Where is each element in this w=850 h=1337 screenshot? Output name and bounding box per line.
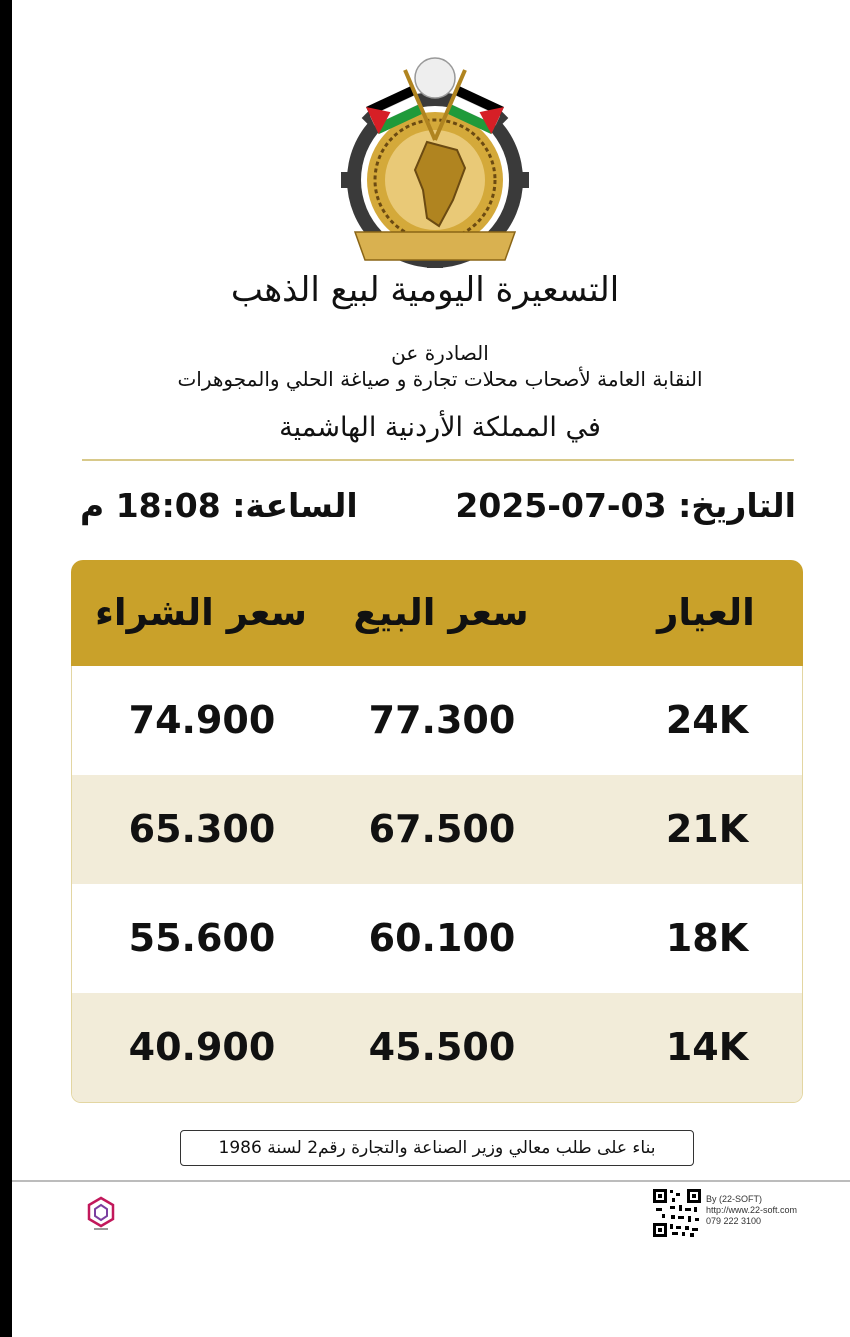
credit-url[interactable]: http://www.22-soft.com: [706, 1205, 798, 1215]
buy-price-cell: 65.300: [128, 807, 276, 851]
table-body: [71, 666, 803, 1103]
header-divider: [82, 459, 794, 461]
buy-price-cell: 40.900: [128, 1025, 276, 1069]
header-sell-price: سعر البيع: [353, 591, 529, 634]
buy-price-cell: 55.600: [128, 916, 276, 960]
date-display: [455, 486, 796, 525]
left-edge-bar: [0, 0, 12, 1337]
credit-phone: 079 222 3100: [706, 1216, 762, 1226]
sell-price-cell: 45.500: [368, 1025, 516, 1069]
sell-price-cell: 77.300: [368, 698, 516, 742]
22soft-logo-icon: [86, 1196, 116, 1232]
syndicate-emblem: [335, 50, 535, 270]
karat-cell: 21K: [665, 807, 749, 851]
issuer-name: النقابة العامة لأصحاب محلات تجارة و صياغة الحلي والمجوهرات: [177, 367, 703, 391]
country-line: في المملكة الأردنية الهاشمية: [279, 412, 601, 443]
header-karat: العيار: [657, 591, 755, 634]
credit-by: By (22-SOFT): [706, 1194, 763, 1204]
table-row: [72, 775, 802, 884]
time-display: [80, 486, 358, 525]
buy-price-cell: 74.900: [128, 698, 276, 742]
karat-cell: 18K: [665, 916, 749, 960]
sell-price-cell: 60.100: [368, 916, 516, 960]
qr-code-icon: [652, 1188, 702, 1238]
table-row: [72, 993, 802, 1102]
gold-price-table: [71, 560, 803, 1102]
table-header: [71, 560, 803, 666]
karat-cell: 14K: [665, 1025, 749, 1069]
table-row: [72, 666, 802, 775]
time-label: الساعة:: [232, 486, 358, 525]
karat-cell: 24K: [665, 698, 749, 742]
footer-divider: [12, 1180, 850, 1182]
page-title: التسعيرة اليومية لبيع الذهب: [230, 270, 620, 310]
time-value: 18:08 م: [80, 486, 221, 525]
date-time-row: [80, 486, 796, 538]
issuer-block: [0, 340, 850, 392]
issued-by-label: الصادرة عن: [391, 341, 489, 365]
date-value: 03-07-2025: [455, 486, 667, 525]
sell-price-cell: 67.500: [368, 807, 516, 851]
table-row: [72, 884, 802, 993]
ministerial-note: بناء على طلب معالي وزير الصناعة والتجارة رقم2 لسنة 1986: [180, 1130, 694, 1166]
header-buy-price: سعر الشراء: [94, 591, 307, 634]
developer-credits: [706, 1194, 797, 1227]
date-label: التاريخ:: [678, 486, 796, 525]
